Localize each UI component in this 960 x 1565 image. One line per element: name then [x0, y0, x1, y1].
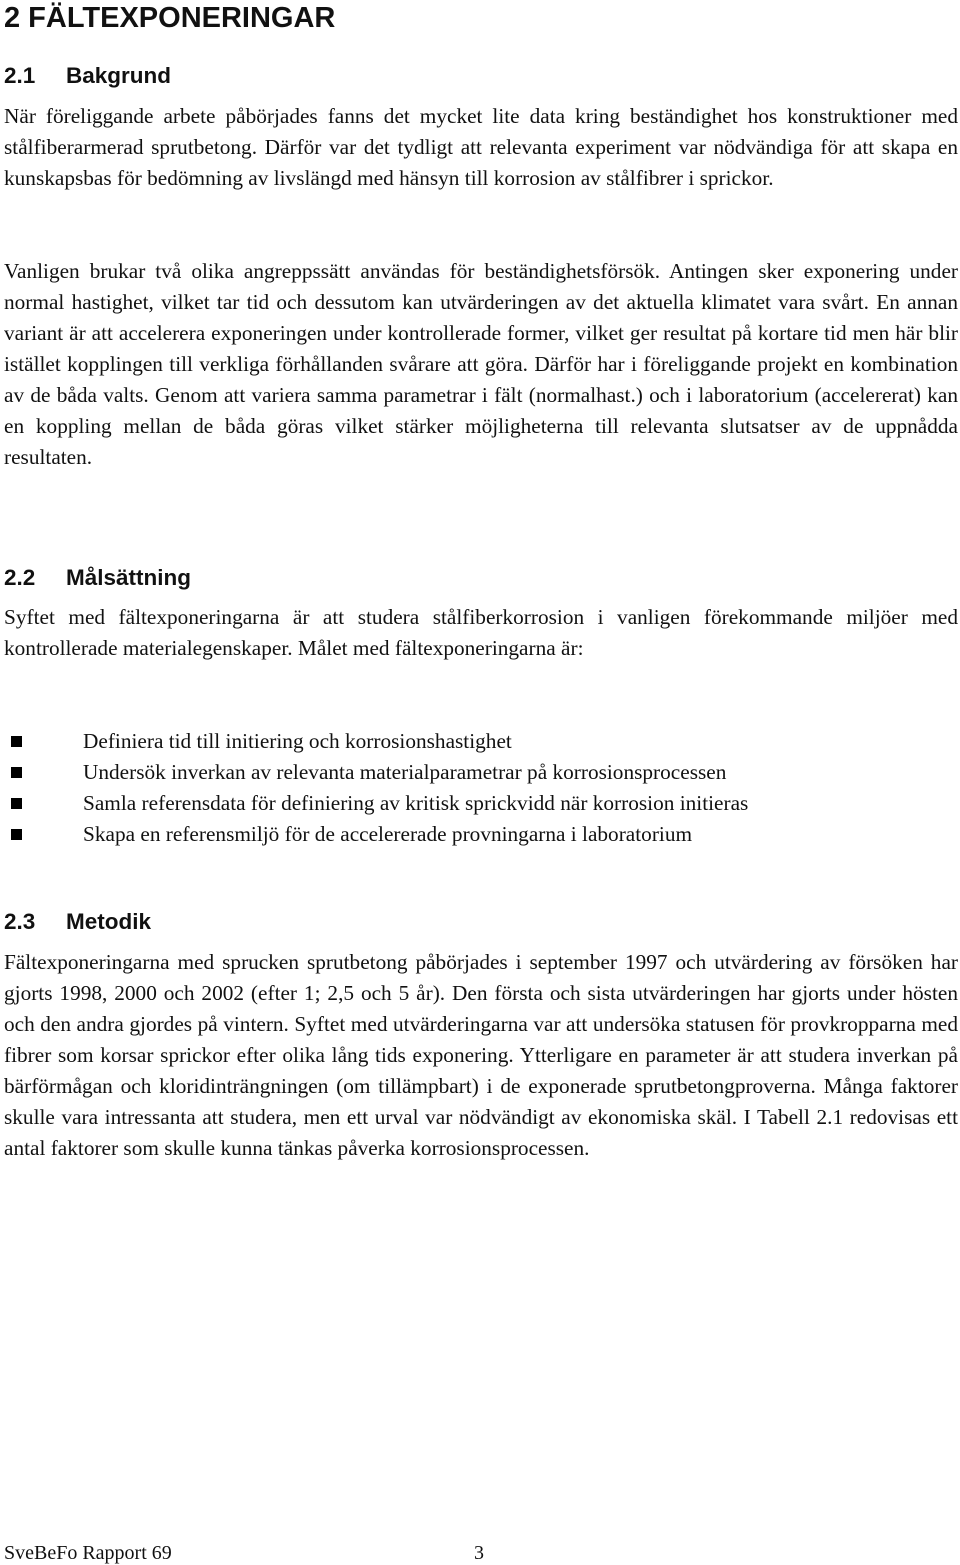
paragraph-malsattning: Syftet med fältexponeringarna är att studera stålfiberkorrosion i vanligen förekommande miljöer med kontrollerade materialegenskaper. Målet med fältexponeringarna är:	[4, 605, 958, 660]
list-item-text: Definiera tid till initiering och korrosionshastighet	[83, 729, 512, 753]
section-number: 2.3	[4, 909, 36, 934]
list-item	[4, 757, 748, 788]
chapter-title: 2 FÄLTEXPONERINGAR	[4, 2, 336, 34]
list-item-text: Samla referensdata för definiering av kritisk sprickvidd när korrosion initieras	[83, 791, 749, 815]
square-bullet-icon	[11, 798, 22, 809]
section-heading-bakgrund	[4, 62, 171, 90]
paragraph-metodik: Fältexponeringarna med sprucken sprutbetong påbörjades i september 1997 och utvärdering av försöken har gjorts 1998, 2000 och 2002 (efter 1; 2,5 och 5 år). Den första och sista utvärderingen har gjorts under hösten och den andra gjordes på vintern. Syftet med utvärderingarna var att undersöka statusen för provkropparna med fibrer som korsar sprickor efter olika lång tids exponering. Ytterligare en parameter är att studera inverkan på bärförmågan och kloridinträngningen (om tillämpbart) i de exponerade sprutbetongproverna. Många faktorer skulle vara intressanta att studera, men ett urval var nödvändigt av ekonomiska skäl. I Tabell 2.1 redovisas ett antal faktorer som skulle kunna tänkas påverka korrosionsprocessen.	[4, 950, 958, 1160]
goals-list	[4, 726, 748, 850]
section-title: Metodik	[66, 909, 152, 934]
paragraph-bakgrund-2: Vanligen brukar två olika angreppssätt användas för beständighetsförsök. Antingen sker exponering under normal hastighet, vilket tar tid och dessutom kan utvärderingen av det aktuella klimatet vara svårt. En annan variant är att accelerera exponeringen under kontrollerade former, vilket ger resultat på kortare tid men här blir istället kopplingen till verkliga förhållanden svårare att göra. Därför har i föreliggande projekt en kombination av de båda valts. Genom att variera samma parametrar i fält (normalhast.) och i laboratorium (accelererat) kan en koppling mellan de båda göras vilket stärker möjligheterna till relevanta slutsatser av de uppnådda resultaten.	[4, 259, 958, 469]
section-heading-malsattning	[4, 564, 191, 592]
list-item	[4, 788, 748, 819]
section-number: 2.1	[4, 63, 36, 88]
square-bullet-icon	[11, 767, 22, 778]
list-item-text: Skapa en referensmiljö för de accelererade provningarna i laboratorium	[83, 822, 693, 846]
section-number: 2.2	[4, 565, 36, 590]
section-title: Målsättning	[66, 565, 192, 590]
list-item	[4, 726, 748, 757]
square-bullet-icon	[11, 829, 22, 840]
paragraph-bakgrund-1: När föreliggande arbete påbörjades fanns det mycket lite data kring beständighet hos konstruktioner med stålfiberarmerad sprutbetong. Därför var det tydligt att relevanta experiment var nödvändiga för att skapa en kunskapsbas för bedömning av livslängd med hänsyn till korrosion av stålfibrer i sprickor.	[4, 104, 958, 190]
list-item	[4, 819, 748, 850]
footer-report-name: SveBeFo Rapport 69	[4, 1542, 172, 1564]
section-title: Bakgrund	[66, 63, 172, 88]
section-heading-metodik	[4, 908, 151, 936]
footer-page-number: 3	[474, 1542, 484, 1564]
square-bullet-icon	[11, 736, 22, 747]
list-item-text: Undersök inverkan av relevanta materialparametrar på korrosionsprocessen	[83, 760, 727, 784]
